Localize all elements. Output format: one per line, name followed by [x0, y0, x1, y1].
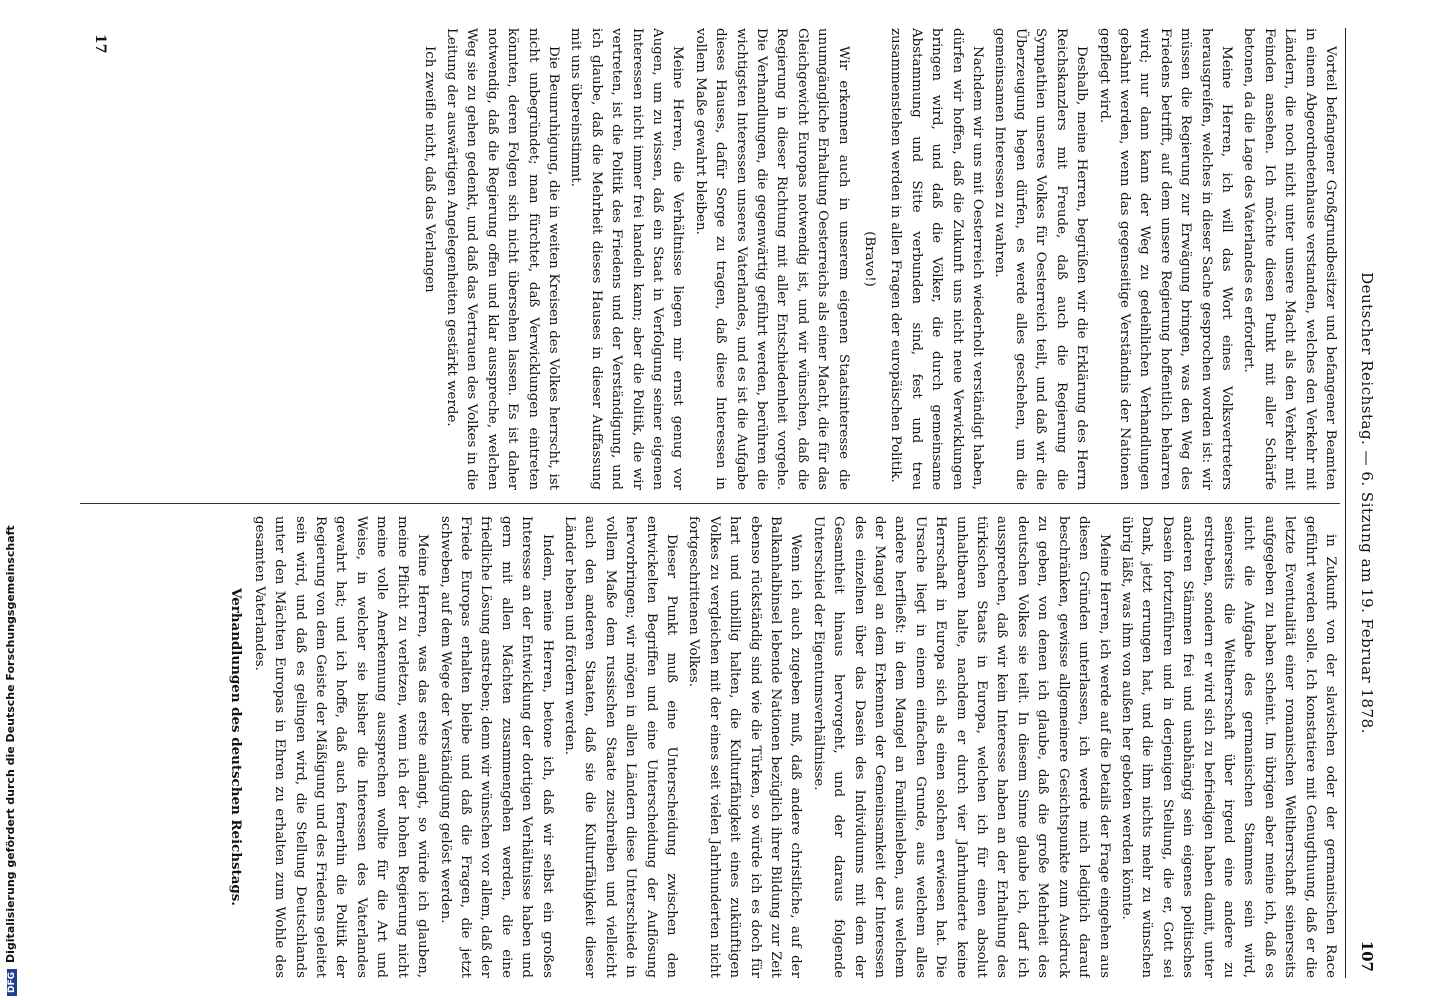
running-footer: Verhandlungen des deutschen Reichstags. — [228, 588, 245, 906]
applause-note: (Bravo!) — [862, 231, 878, 287]
paragraph: Meine Herren, was das erste anlangt, so würde ich glauben, meine Pflicht zu verletzen, wenn ich der hohen Regierung nicht meine volle Anerkennung aussprechen wollte für die Art und Weise, in welcher sie bisher die Interessen des Vaterlandes gewahrt hat; und ich hoffe, daß auch fernerhin die Politik der Regierung von dem Geiste der Mäßigung und des Friedens geleitet sein wird, und daß es gelingen wird, die Stellung Deutschlands unter den Mächten Europas in Ehren zu erhalten zum Wohle des gesamten Vaterlandes. — [251, 516, 431, 978]
paragraph: Meine Herren, ich will das Wort eines Volksvertreters herausgreifen, welches in dieser Sache gesprochen worden ist: wir müssen die Regierung zur Erwägung bringen, was den Weg des Friedens betrifft, auf dem unsere Regierung hoffentlich beharren wird; nur dann kann der Weg zu gedeihlichen Verhandlungen gebahnt werden, wenn das gegenseitige Verständnis der Nationen gepflegt wird. — [1096, 28, 1234, 490]
dfg-logo-icon: DFG — [7, 969, 17, 996]
paragraph: Nachdem wir uns mit Oesterreich wiederholt verständigt haben, dürfen wir hoffen, daß die Zukunft uns nicht neue Verwicklungen bringen wird, und daß die Völker, die durch gemeinsame Abstammung und Sitte verbunden sind, fest und treu zusammenstehen werden in allen Fragen der europäischen Politik. — [888, 28, 986, 490]
paragraph: Die Beunruhigung, die in weiten Kreisen des Volkes herrscht, ist nicht unbegründet; man fürchtet, daß Verwicklungen eintreten könnten, deren Folgen sich nicht übersehen lassen. Es ist daher notwendig, daß die Regierung offen und klar ausspreche, welchen Weg sie zu gehen gedenkt, und daß das Vertrauen des Volkes in die Leitung der auswärtigen Angelegenheiten gestärkt werde. — [443, 28, 561, 490]
page-title: Deutscher Reichstag. — 6. Sitzung am 19. Februar 1878. — [1358, 272, 1376, 734]
text-columns — [80, 28, 1340, 978]
digitization-credit-text: Digitalisierung gefördert durch die Deutsche Forschungsgemeinschaft — [4, 525, 17, 963]
paragraph: Indem, meine Herren, betone ich, daß wir selbst ein großes Interesse an der Entwicklung der dortigen Verhältnisse haben und gern mit allen Mächten zusammengehen werden, die eine friedliche Lösung anstreben; denn wir wünschen vor allem, daß der Friede Europas erhalten bleibe und daß die Fragen, die jetzt schweben, auf dem Wege der Verständigung gelöst werden. — [437, 516, 555, 978]
paragraph: in Zukunft von der slavischen oder der germanischen Race geführt werden solle. Ich konstatiere mit Genugthuung, daß er die letzte Eventualität einer romanischen Weltherrschaft seinerseits aufgegeben zu haben scheint. Im übrigen aber meine ich, daß es nicht die Aufgabe des germanischen Stammes sein wird, seinerseits die Weltherrschaft über irgend eine andere zu erstreben, sondern er wird sich zu befriedigen haben damit, unter anderen Stämmen frei und unabhängig sein eigenes politisches Dasein fortzuführen und in derjenigen Stellung, die er, Gott sei Dank, jetzt errungen hat, und die ihm nichts mehr zu wünschen übrig läßt, was ihm von außen her geboten werden könnte. — [1118, 516, 1338, 978]
paragraph: Deshalb, meine Herren, begrüßen wir die Erklärung des Herrn Reichskanzlers mit Freude, daß auch die Regierung die Sympathien unseres Volkes für Oesterreich teilt, und daß wir die Überzeugung hegen dürfen, es werde alles geschehen, um die gemeinsamen Interessen zu wahren. — [992, 28, 1090, 490]
paragraph: Vorteil befangener Großgrundbesitzer und befangener Beamten in einem Abgeordnetenhause verstanden, welches den Verkehr mit Ländern, die noch nicht unter unsere Macht als den Verkehr mit Feinden ansehen. Ich möchte diesen Punkt mit aller Schärfe betonen, da die Lage des Vaterlandes es erfordert. — [1241, 28, 1338, 490]
paragraph: Wenn ich auch zugeben muß, daß andere christliche, auf der Balkanhalbinsel lebende Nationen bezüglich ihrer Bildung zur Zeit ebenso rückständig sind wie die Türken, so würde ich es doch für hart und unbillig halten, die Kulturfähigkeit eines zukünftigen Volkes zu vergleichen mit der eines seit vielen Jahrhunderten nicht fortgeschrittenen Volkes. — [686, 516, 804, 978]
page-header — [1345, 28, 1380, 978]
column-divider — [80, 503, 1340, 504]
column-right — [80, 516, 1340, 978]
digitization-credit — [4, 0, 17, 996]
paragraph: Ich zweifle nicht, daß das Verlangen — [421, 46, 437, 293]
page-number: 107 — [1358, 940, 1376, 972]
paragraph: Wir erkennen auch in unserem eigenen Staatsinteresse die unumgängliche Erhaltung Oesterreichs als einer Macht, die für das Gleichgewicht Europas notwendig ist, und wir wünschen, daß die Regierung in dieser Richtung mit aller Entschiedenheit vorgehe. Die Verhandlungen, die gegenwärtig geführt werden, berühren die wichtigsten Interessen unseres Vaterlandes, und es ist die Aufgabe dieses Hauses, dafür Sorge zu tragen, daß diese Interessen in vollem Maße gewahrt bleiben. — [692, 28, 851, 490]
paragraph: Meine Herren, ich werde auf die Details der Frage eingehen aus diesen Gründen unterlassen, ich werde mich lediglich darauf beschränken, gewisse allgemeinere Gesichtspunkte zum Ausdruck zu geben, von denen ich glaube, daß die große Mehrheit des deutschen Volkes sie teilt. In diesem Sinne glaube ich, darf ich aussprechen, daß wir kein Interesse haben an der Erhaltung des türkischen Staats in Europa, welchen ich für einen absolut unhaltbaren halte, nachdem er durch vier Jahrhunderte keine Herrschaft in Europa sich als einen solchen erwiesen hat. Die Ursache liegt in einem einfachen Grunde, aus welchem alles andere herfließt: in dem Mangel an Familienleben, aus welchem der Mangel an dem Erkennen der Gemeinsamkeit der Interessen des einzelnen über das Dasein des Individuums mit dem der Gesamtheit hinaus hervorgeht, und der daraus folgende Unterschied der Eigentumsverhältnisse. — [810, 516, 1112, 978]
column-left — [80, 28, 1340, 490]
rotated-page-content — [80, 28, 1380, 978]
paragraph: Dieser Punkt muß eine Unterscheidung zwischen den entwickelten Begriffen und eine Unterscheidung der Auflösung hervorbringen; wir mögen in allen Ländern diese Unterschiede in vollem Maße dem russischen Staate zuschreiben und vielleicht auch den anderen Staaten, daß sie die Kulturfähigkeit dieser Länder heben und fördern werden. — [561, 516, 679, 978]
sheet-number: 17 — [92, 34, 108, 54]
paragraph: Meine Herren, die Verhältnisse liegen mir ernst genug vor Augen, um zu wissen, daß ein Staat in Verfolgung seiner eigenen Interessen nicht immer frei handeln kann; aber die Politik, die wir vertreten, ist die Politik des Friedens und der Verständigung, und ich glaube, daß die Mehrheit dieses Hauses in dieser Auffassung mit uns übereinstimmt. — [568, 28, 686, 490]
